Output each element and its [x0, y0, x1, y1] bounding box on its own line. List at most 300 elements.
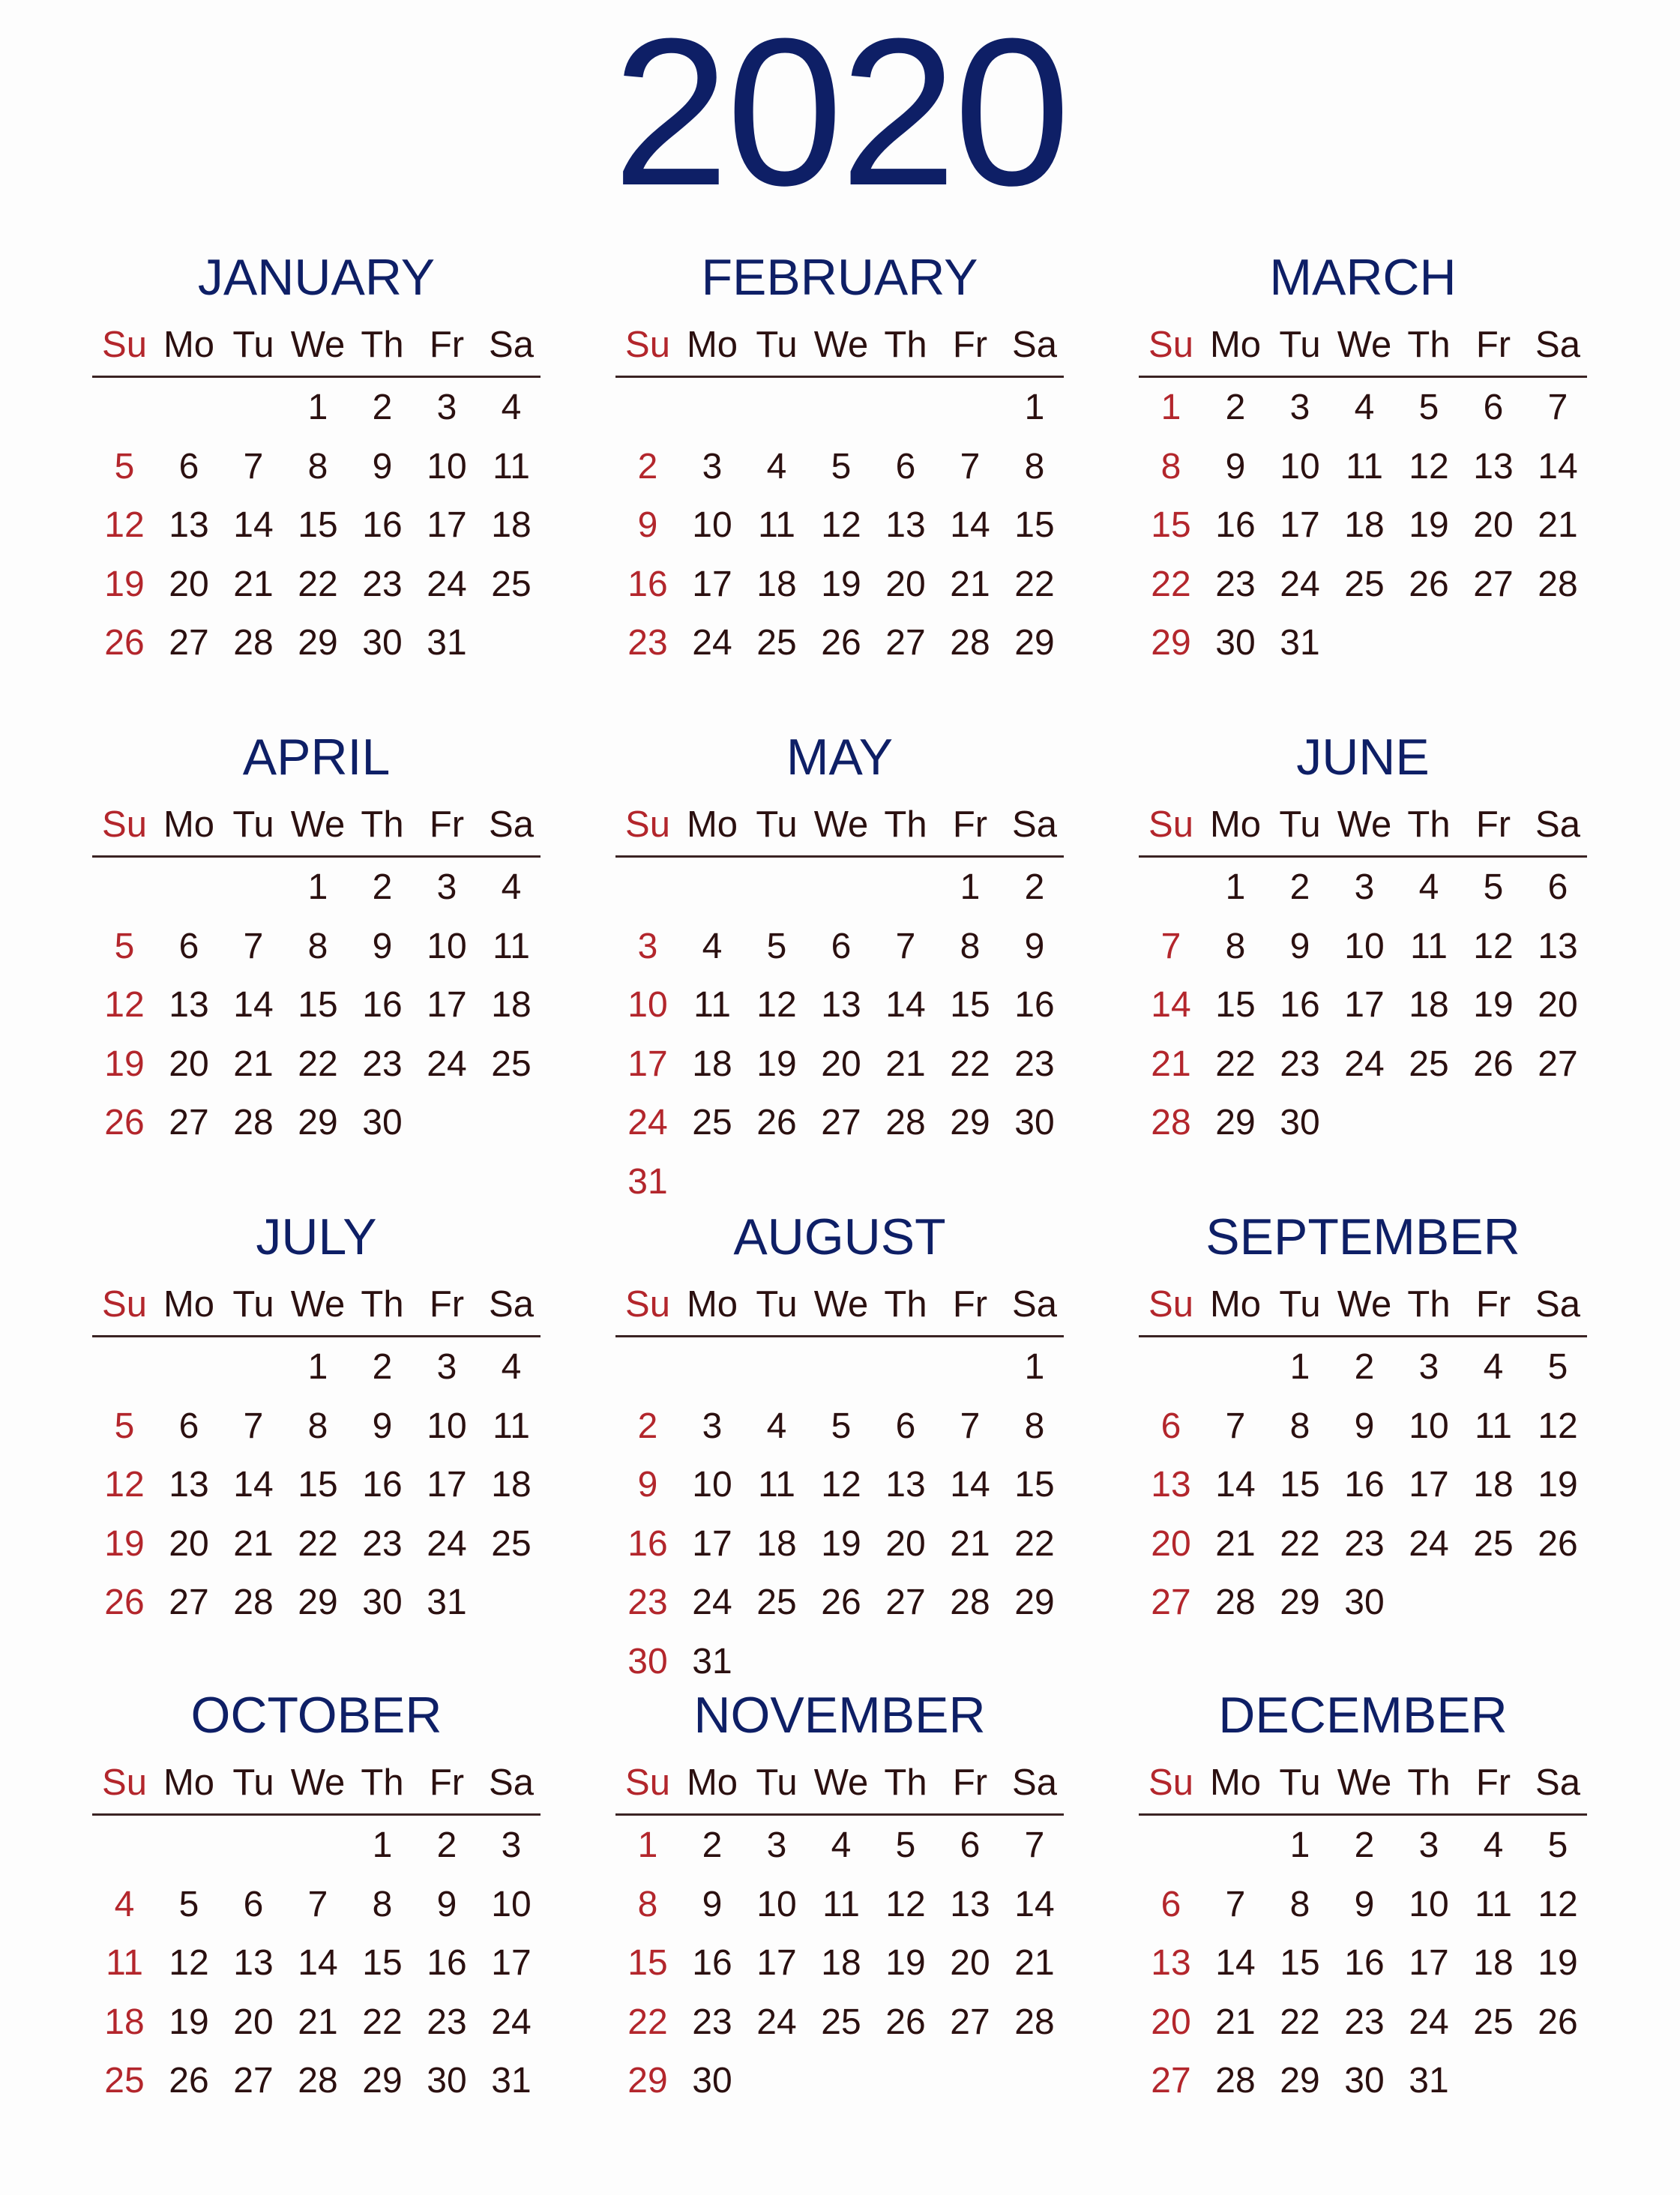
- day-cell: 30: [362, 623, 403, 663]
- weekday-header: Tu: [1279, 1762, 1321, 1803]
- day-cell: 13: [169, 1465, 209, 1505]
- day-cell: 25: [104, 2061, 145, 2101]
- day-cell: 4: [501, 1347, 522, 1387]
- day-cell: 27: [885, 1583, 926, 1622]
- day-cell: 14: [885, 985, 926, 1025]
- weekday-header: Sa: [489, 1284, 534, 1325]
- day-cell: 29: [1014, 1583, 1055, 1622]
- day-cell: 19: [1409, 505, 1449, 545]
- day-cell: 15: [362, 1943, 403, 1983]
- day-cell: 22: [1014, 1523, 1055, 1564]
- weekday-header: Tu: [232, 325, 274, 365]
- day-cell: 5: [114, 446, 135, 487]
- weekday-header: Su: [625, 1284, 670, 1325]
- day-cell: 7: [243, 926, 264, 966]
- day-cell: 4: [1483, 1347, 1504, 1387]
- day-cell: 24: [427, 1523, 467, 1564]
- day-cell: 16: [1215, 505, 1256, 545]
- day-cell: 14: [1215, 1465, 1256, 1505]
- day-cell: 3: [1289, 388, 1310, 427]
- day-cell: 25: [491, 1044, 532, 1084]
- weekday-header: Su: [102, 1762, 147, 1803]
- day-cell: 8: [637, 1884, 658, 1924]
- day-cell: 28: [1014, 2002, 1055, 2042]
- day-cell: 10: [1409, 1884, 1449, 1924]
- weekday-header: Sa: [1012, 1284, 1057, 1325]
- day-cell: 17: [491, 1943, 532, 1983]
- day-cell: 15: [627, 1943, 668, 1983]
- day-cell: 30: [1344, 2061, 1385, 2101]
- day-cell: 9: [372, 1406, 393, 1446]
- day-cell: 14: [950, 505, 990, 545]
- month-may: [615, 727, 1064, 1237]
- day-cell: 19: [1473, 985, 1514, 1025]
- day-cell: 18: [692, 1044, 732, 1084]
- day-cell: 6: [1547, 867, 1568, 907]
- weekday-header: Fr: [1475, 804, 1511, 845]
- month-april: [92, 727, 541, 1237]
- day-cell: 30: [692, 2061, 732, 2101]
- header-rule: [92, 376, 541, 378]
- day-cell: 28: [1151, 1103, 1191, 1142]
- day-cell: 7: [960, 446, 981, 487]
- month-name: JULY: [256, 1208, 377, 1265]
- day-cell: 11: [1475, 1884, 1512, 1924]
- month-july: [92, 1207, 541, 1717]
- day-cell: 8: [1024, 1406, 1045, 1446]
- day-cell: 3: [1354, 867, 1375, 907]
- day-cell: 14: [298, 1943, 338, 1983]
- day-cell: 16: [627, 564, 668, 604]
- day-cell: 17: [427, 985, 467, 1025]
- day-cell: 2: [1354, 1825, 1375, 1865]
- weekday-header: We: [290, 1762, 346, 1803]
- day-cell: 19: [1538, 1943, 1578, 1983]
- day-cell: 10: [692, 1465, 732, 1505]
- day-cell: 3: [702, 446, 723, 487]
- day-cell: 20: [1538, 985, 1578, 1025]
- header-rule: [92, 855, 541, 858]
- day-cell: 11: [1475, 1406, 1512, 1446]
- header-rule: [92, 1335, 541, 1337]
- weekday-header: Su: [1148, 1284, 1193, 1325]
- day-cell: 19: [885, 1943, 926, 1983]
- weekday-header: Tu: [756, 804, 798, 845]
- day-cell: 13: [169, 985, 209, 1025]
- day-cell: 21: [950, 564, 990, 604]
- day-cell: 23: [692, 2002, 732, 2042]
- weekday-header: Su: [102, 325, 147, 365]
- day-cell: 6: [178, 446, 199, 487]
- day-cell: 2: [702, 1825, 723, 1865]
- day-cell: 24: [692, 623, 732, 663]
- header-rule: [1139, 855, 1587, 858]
- month-name: APRIL: [242, 729, 391, 786]
- day-cell: 19: [756, 1044, 797, 1084]
- day-cell: 27: [950, 2002, 990, 2042]
- weekday-header: Sa: [489, 325, 534, 365]
- day-cell: 10: [1280, 446, 1320, 487]
- weekday-header: Th: [884, 325, 927, 365]
- day-cell: 27: [885, 623, 926, 663]
- day-cell: 2: [1354, 1347, 1375, 1387]
- day-cell: 9: [436, 1884, 457, 1924]
- weekday-header: Tu: [756, 1284, 798, 1325]
- weekday-header: Th: [361, 1284, 404, 1325]
- day-cell: 20: [233, 2002, 274, 2042]
- weekday-header: Fr: [952, 1284, 988, 1325]
- day-cell: 13: [1538, 926, 1578, 966]
- day-cell: 4: [501, 867, 522, 907]
- day-cell: 14: [1151, 985, 1191, 1025]
- day-cell: 11: [693, 985, 731, 1025]
- weekday-header: We: [813, 1284, 869, 1325]
- weekday-header: Mo: [1209, 804, 1262, 845]
- day-cell: 12: [104, 1465, 145, 1505]
- weekday-header: Tu: [756, 325, 798, 365]
- weekday-header: Fr: [429, 1284, 465, 1325]
- day-cell: 30: [362, 1583, 403, 1622]
- day-cell: 27: [1538, 1044, 1578, 1084]
- day-cell: 22: [950, 1044, 990, 1084]
- day-cell: 25: [1473, 2002, 1514, 2042]
- day-cell: 5: [831, 1406, 852, 1446]
- day-cell: 18: [491, 985, 532, 1025]
- day-cell: 25: [821, 2002, 861, 2042]
- month-august: [615, 1207, 1064, 1717]
- day-cell: 26: [104, 623, 145, 663]
- day-cell: 15: [1014, 505, 1055, 545]
- day-cell: 21: [950, 1523, 990, 1564]
- day-cell: 25: [491, 564, 532, 604]
- day-cell: 30: [1215, 623, 1256, 663]
- month-name: OCTOBER: [190, 1687, 442, 1744]
- day-cell: 21: [233, 564, 274, 604]
- month-name: FEBRUARY: [701, 249, 978, 306]
- day-cell: 19: [1538, 1465, 1578, 1505]
- day-cell: 2: [1289, 867, 1310, 907]
- day-cell: 5: [766, 926, 787, 966]
- day-cell: 8: [307, 446, 328, 487]
- header-rule: [1139, 1335, 1587, 1337]
- day-cell: 31: [491, 2061, 532, 2101]
- weekday-header: Fr: [952, 325, 988, 365]
- day-cell: 9: [702, 1884, 723, 1924]
- day-cell: 10: [427, 926, 467, 966]
- day-cell: 13: [1473, 446, 1514, 487]
- day-cell: 18: [1473, 1465, 1514, 1505]
- day-cell: 29: [627, 2061, 668, 2101]
- day-cell: 26: [821, 1583, 861, 1622]
- day-cell: 25: [491, 1523, 532, 1564]
- day-cell: 15: [1014, 1465, 1055, 1505]
- weekday-header: Su: [1148, 325, 1193, 365]
- day-cell: 13: [950, 1884, 990, 1924]
- day-cell: 11: [1346, 446, 1383, 487]
- day-cell: 12: [821, 1465, 861, 1505]
- weekday-header: Tu: [232, 1762, 274, 1803]
- weekday-header: Mo: [686, 325, 738, 365]
- day-cell: 15: [1280, 1465, 1320, 1505]
- day-cell: 7: [960, 1406, 981, 1446]
- day-cell: 31: [627, 1161, 668, 1202]
- day-cell: 21: [1215, 1523, 1256, 1564]
- day-cell: 26: [104, 1583, 145, 1622]
- weekday-header: Th: [884, 1284, 927, 1325]
- weekday-header: Th: [1407, 1284, 1451, 1325]
- day-cell: 11: [822, 1884, 860, 1924]
- day-cell: 9: [1024, 926, 1045, 966]
- day-cell: 26: [1538, 1523, 1578, 1564]
- day-cell: 14: [1538, 446, 1578, 487]
- day-cell: 29: [1280, 2061, 1320, 2101]
- day-cell: 25: [1344, 564, 1385, 604]
- weekday-header: Mo: [686, 804, 738, 845]
- day-cell: 5: [1547, 1825, 1568, 1865]
- day-cell: 3: [1418, 1347, 1439, 1387]
- month-march: [1139, 247, 1587, 757]
- day-cell: 22: [298, 564, 338, 604]
- day-cell: 25: [1473, 1523, 1514, 1564]
- weekday-header: We: [290, 1284, 346, 1325]
- day-cell: 29: [298, 1583, 338, 1622]
- day-cell: 26: [169, 2061, 209, 2101]
- day-cell: 7: [1024, 1825, 1045, 1865]
- day-cell: 1: [307, 867, 328, 907]
- day-cell: 23: [1280, 1044, 1320, 1084]
- day-cell: 8: [307, 926, 328, 966]
- weekday-header: Th: [1407, 325, 1451, 365]
- day-cell: 22: [1014, 564, 1055, 604]
- day-cell: 23: [427, 2002, 467, 2042]
- weekday-header: Sa: [1535, 1284, 1580, 1325]
- day-cell: 23: [627, 1583, 668, 1622]
- day-cell: 28: [298, 2061, 338, 2101]
- month-september: [1139, 1207, 1587, 1717]
- day-cell: 10: [427, 446, 467, 487]
- day-cell: 26: [885, 2002, 926, 2042]
- day-cell: 23: [1344, 1523, 1385, 1564]
- header-rule: [615, 1813, 1064, 1816]
- weekday-header: Mo: [163, 325, 215, 365]
- weekday-header: Sa: [489, 1762, 534, 1803]
- weekday-header: Sa: [1012, 804, 1057, 845]
- day-cell: 6: [960, 1825, 981, 1865]
- day-cell: 27: [169, 1583, 209, 1622]
- day-cell: 12: [1538, 1406, 1578, 1446]
- weekday-header: Fr: [429, 804, 465, 845]
- month-december: [1139, 1685, 1587, 2195]
- day-cell: 28: [885, 1103, 926, 1142]
- day-cell: 23: [362, 1523, 403, 1564]
- day-cell: 12: [1538, 1884, 1578, 1924]
- month-november: [615, 1685, 1064, 2195]
- month-february: [615, 247, 1064, 757]
- weekday-header: Su: [1148, 1762, 1193, 1803]
- day-cell: 18: [104, 2002, 145, 2042]
- month-name: NOVEMBER: [693, 1687, 986, 1744]
- day-cell: 21: [1538, 505, 1578, 545]
- day-cell: 19: [104, 1044, 145, 1084]
- day-cell: 23: [1215, 564, 1256, 604]
- day-cell: 23: [362, 564, 403, 604]
- weekday-header: Mo: [1209, 1284, 1262, 1325]
- day-cell: 24: [627, 1103, 668, 1142]
- day-cell: 7: [1160, 926, 1181, 966]
- day-cell: 15: [298, 985, 338, 1025]
- day-cell: 17: [756, 1943, 797, 1983]
- day-cell: 10: [491, 1884, 532, 1924]
- day-cell: 8: [1024, 446, 1045, 487]
- weekday-header: We: [1337, 325, 1392, 365]
- weekday-header: We: [813, 804, 869, 845]
- day-cell: 10: [1409, 1406, 1449, 1446]
- day-cell: 27: [821, 1103, 861, 1142]
- day-cell: 2: [372, 1347, 393, 1387]
- day-cell: 19: [821, 1523, 861, 1564]
- day-cell: 6: [178, 1406, 199, 1446]
- day-cell: 28: [233, 623, 274, 663]
- weekday-header: Su: [625, 325, 670, 365]
- day-cell: 13: [1151, 1943, 1191, 1983]
- day-cell: 31: [1409, 2061, 1449, 2101]
- day-cell: 17: [627, 1044, 668, 1084]
- weekday-header: We: [1337, 1284, 1392, 1325]
- weekday-header: Fr: [952, 804, 988, 845]
- day-cell: 22: [1280, 2002, 1320, 2042]
- day-cell: 9: [1354, 1884, 1375, 1924]
- day-cell: 18: [756, 1523, 797, 1564]
- day-cell: 24: [427, 1044, 467, 1084]
- day-cell: 11: [493, 1406, 530, 1446]
- weekday-header: We: [1337, 1762, 1392, 1803]
- day-cell: 18: [821, 1943, 861, 1983]
- day-cell: 17: [1280, 505, 1320, 545]
- day-cell: 5: [1483, 867, 1504, 907]
- day-cell: 15: [298, 1465, 338, 1505]
- day-cell: 12: [821, 505, 861, 545]
- weekday-header: Sa: [1012, 1762, 1057, 1803]
- day-cell: 13: [821, 985, 861, 1025]
- day-cell: 13: [169, 505, 209, 545]
- day-cell: 29: [1280, 1583, 1320, 1622]
- header-rule: [615, 376, 1064, 378]
- day-cell: 8: [1160, 446, 1181, 487]
- day-cell: 21: [233, 1523, 274, 1564]
- day-cell: 18: [491, 1465, 532, 1505]
- day-cell: 7: [1547, 388, 1568, 427]
- day-cell: 20: [885, 1523, 926, 1564]
- day-cell: 29: [1014, 623, 1055, 663]
- day-cell: 12: [104, 985, 145, 1025]
- day-cell: 3: [1418, 1825, 1439, 1865]
- day-cell: 17: [1409, 1943, 1449, 1983]
- day-cell: 27: [1473, 564, 1514, 604]
- day-cell: 24: [427, 564, 467, 604]
- day-cell: 2: [1024, 867, 1045, 907]
- weekday-header: Su: [1148, 804, 1193, 845]
- day-cell: 5: [895, 1825, 916, 1865]
- day-cell: 3: [702, 1406, 723, 1446]
- day-cell: 31: [1280, 623, 1320, 663]
- weekday-header: Mo: [686, 1284, 738, 1325]
- day-cell: 23: [362, 1044, 403, 1084]
- day-cell: 24: [1409, 2002, 1449, 2042]
- day-cell: 22: [362, 2002, 403, 2042]
- weekday-header: Th: [884, 804, 927, 845]
- day-cell: 24: [692, 1583, 732, 1622]
- day-cell: 5: [114, 1406, 135, 1446]
- day-cell: 2: [1225, 388, 1246, 427]
- day-cell: 16: [427, 1943, 467, 1983]
- day-cell: 17: [1344, 985, 1385, 1025]
- month-name: MARCH: [1269, 249, 1457, 306]
- day-cell: 16: [362, 1465, 403, 1505]
- weekday-header: Th: [1407, 1762, 1451, 1803]
- day-cell: 1: [1289, 1825, 1310, 1865]
- day-cell: 21: [885, 1044, 926, 1084]
- day-cell: 26: [821, 623, 861, 663]
- day-cell: 29: [298, 623, 338, 663]
- day-cell: 1: [1160, 388, 1181, 427]
- weekday-header: Fr: [1475, 1762, 1511, 1803]
- day-cell: 1: [307, 1347, 328, 1387]
- day-cell: 16: [362, 505, 403, 545]
- day-cell: 4: [114, 1884, 135, 1924]
- day-cell: 31: [427, 623, 467, 663]
- day-cell: 29: [950, 1103, 990, 1142]
- day-cell: 1: [307, 388, 328, 427]
- day-cell: 13: [233, 1943, 274, 1983]
- weekday-header: Th: [361, 1762, 404, 1803]
- day-cell: 24: [1409, 1523, 1449, 1564]
- day-cell: 16: [1344, 1465, 1385, 1505]
- day-cell: 13: [1151, 1465, 1191, 1505]
- day-cell: 21: [1014, 1943, 1055, 1983]
- day-cell: 10: [756, 1884, 797, 1924]
- day-cell: 17: [692, 1523, 732, 1564]
- day-cell: 16: [1344, 1943, 1385, 1983]
- day-cell: 14: [233, 1465, 274, 1505]
- day-cell: 11: [758, 1465, 795, 1505]
- day-cell: 22: [627, 2002, 668, 2042]
- day-cell: 19: [169, 2002, 209, 2042]
- weekday-header: Fr: [429, 325, 465, 365]
- day-cell: 4: [766, 1406, 787, 1446]
- day-cell: 20: [169, 564, 209, 604]
- day-cell: 15: [950, 985, 990, 1025]
- day-cell: 11: [758, 505, 795, 545]
- day-cell: 9: [637, 505, 658, 545]
- weekday-header: Tu: [232, 804, 274, 845]
- month-name: AUGUST: [733, 1208, 946, 1265]
- day-cell: 15: [1280, 1943, 1320, 1983]
- day-cell: 14: [1014, 1884, 1055, 1924]
- day-cell: 22: [1215, 1044, 1256, 1084]
- day-cell: 26: [1473, 1044, 1514, 1084]
- weekday-header: Tu: [756, 1762, 798, 1803]
- day-cell: 12: [104, 505, 145, 545]
- day-cell: 9: [1225, 446, 1246, 487]
- day-cell: 29: [1151, 623, 1191, 663]
- day-cell: 2: [637, 446, 658, 487]
- day-cell: 9: [372, 926, 393, 966]
- day-cell: 10: [427, 1406, 467, 1446]
- day-cell: 30: [427, 2061, 467, 2101]
- day-cell: 17: [427, 1465, 467, 1505]
- day-cell: 22: [1280, 1523, 1320, 1564]
- day-cell: 24: [1280, 564, 1320, 604]
